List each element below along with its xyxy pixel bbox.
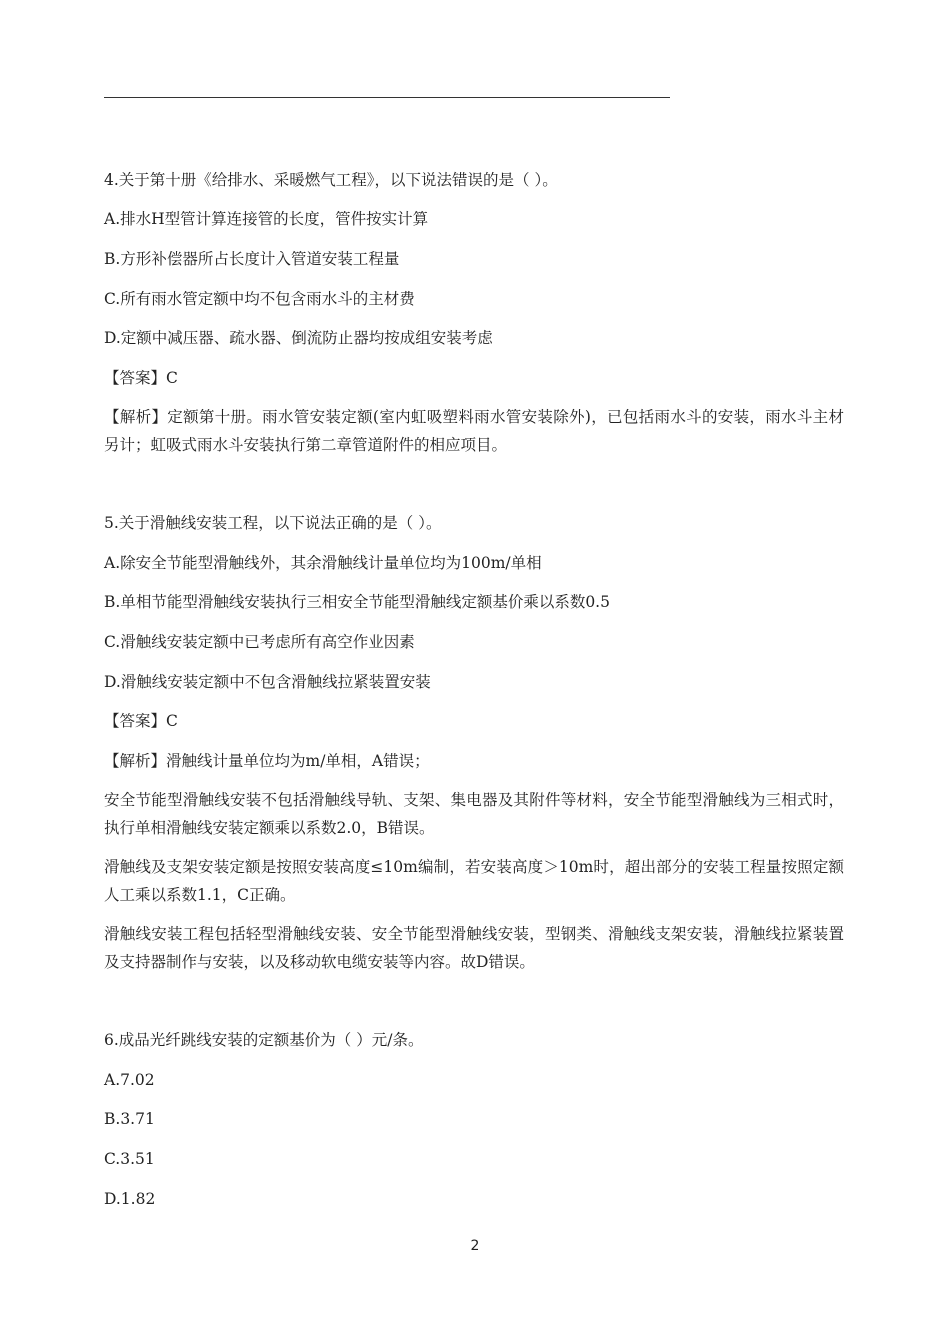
question-5-option-b: B.单相节能型滑触线安装执行三相安全节能型滑触线定额基价乘以系数0.5 — [104, 593, 610, 611]
question-6-option-a: A.7.02 — [104, 1071, 155, 1089]
question-4-option-a: A.排水H型管计算连接管的长度，管件按实计算 — [104, 210, 429, 228]
question-4-stem: 4.关于第十册《给排水、采暖燃气工程》，以下说法错误的是（ ）。 — [104, 171, 558, 189]
question-4-answer: 【答案】C — [104, 369, 178, 387]
question-6-option-d: D.1.82 — [104, 1190, 156, 1208]
page-number: 2 — [470, 1238, 480, 1254]
question-5-analysis-c: 滑触线及支架安装定额是按照安装高度≤10m编制，若安装高度＞10m时，超出部分的安装工程量按照定额人工乘以系数1.1，C正确。 — [104, 858, 844, 904]
question-5-option-d: D.滑触线安装定额中不包含滑触线拉紧装置安装 — [104, 673, 431, 691]
question-6-stem: 6.成品光纤跳线安装的定额基价为（ ）元/条。 — [104, 1031, 424, 1049]
question-5-option-c: C.滑触线安装定额中已考虑所有高空作业因素 — [104, 633, 415, 651]
question-5-option-a: A.除安全节能型滑触线外，其余滑触线计量单位均为100m/单相 — [104, 554, 542, 572]
question-5-analysis-b: 安全节能型滑触线安装不包括滑触线导轨、支架、集电器及其附件等材料，安全节能型滑触线为三相式时，执行单相滑触线安装定额乘以系数2.0，B错误。 — [104, 791, 844, 837]
question-5-analysis-d: 滑触线安装工程包括轻型滑触线安装、安全节能型滑触线安装，型钢类、滑触线支架安装，滑触线拉紧装置及支持器制作与安装，以及移动软电缆安装等内容。故D错误。 — [104, 925, 844, 971]
question-4-option-b: B.方形补偿器所占长度计入管道安装工程量 — [104, 250, 400, 268]
question-4-option-c: C.所有雨水管定额中均不包含雨水斗的主材费 — [104, 290, 415, 308]
question-5-analysis-intro: 【解析】滑触线计量单位均为m/单相，A错误； — [104, 752, 430, 770]
question-4-option-d: D.定额中减压器、疏水器、倒流防止器均按成组安装考虑 — [104, 329, 493, 347]
header-rule — [104, 97, 670, 98]
question-5-stem: 5.关于滑触线安装工程，以下说法正确的是（ ）。 — [104, 514, 442, 532]
question-4-analysis: 【解析】定额第十册。雨水管安装定额(室内虹吸塑料雨水管安装除外)，已包括雨水斗的安装，雨水斗主材另计；虹吸式雨水斗安装执行第二章管道附件的相应项目。 — [104, 408, 844, 454]
question-6-option-c: C.3.51 — [104, 1150, 155, 1168]
question-5-answer: 【答案】C — [104, 712, 178, 730]
question-6-option-b: B.3.71 — [104, 1110, 155, 1128]
